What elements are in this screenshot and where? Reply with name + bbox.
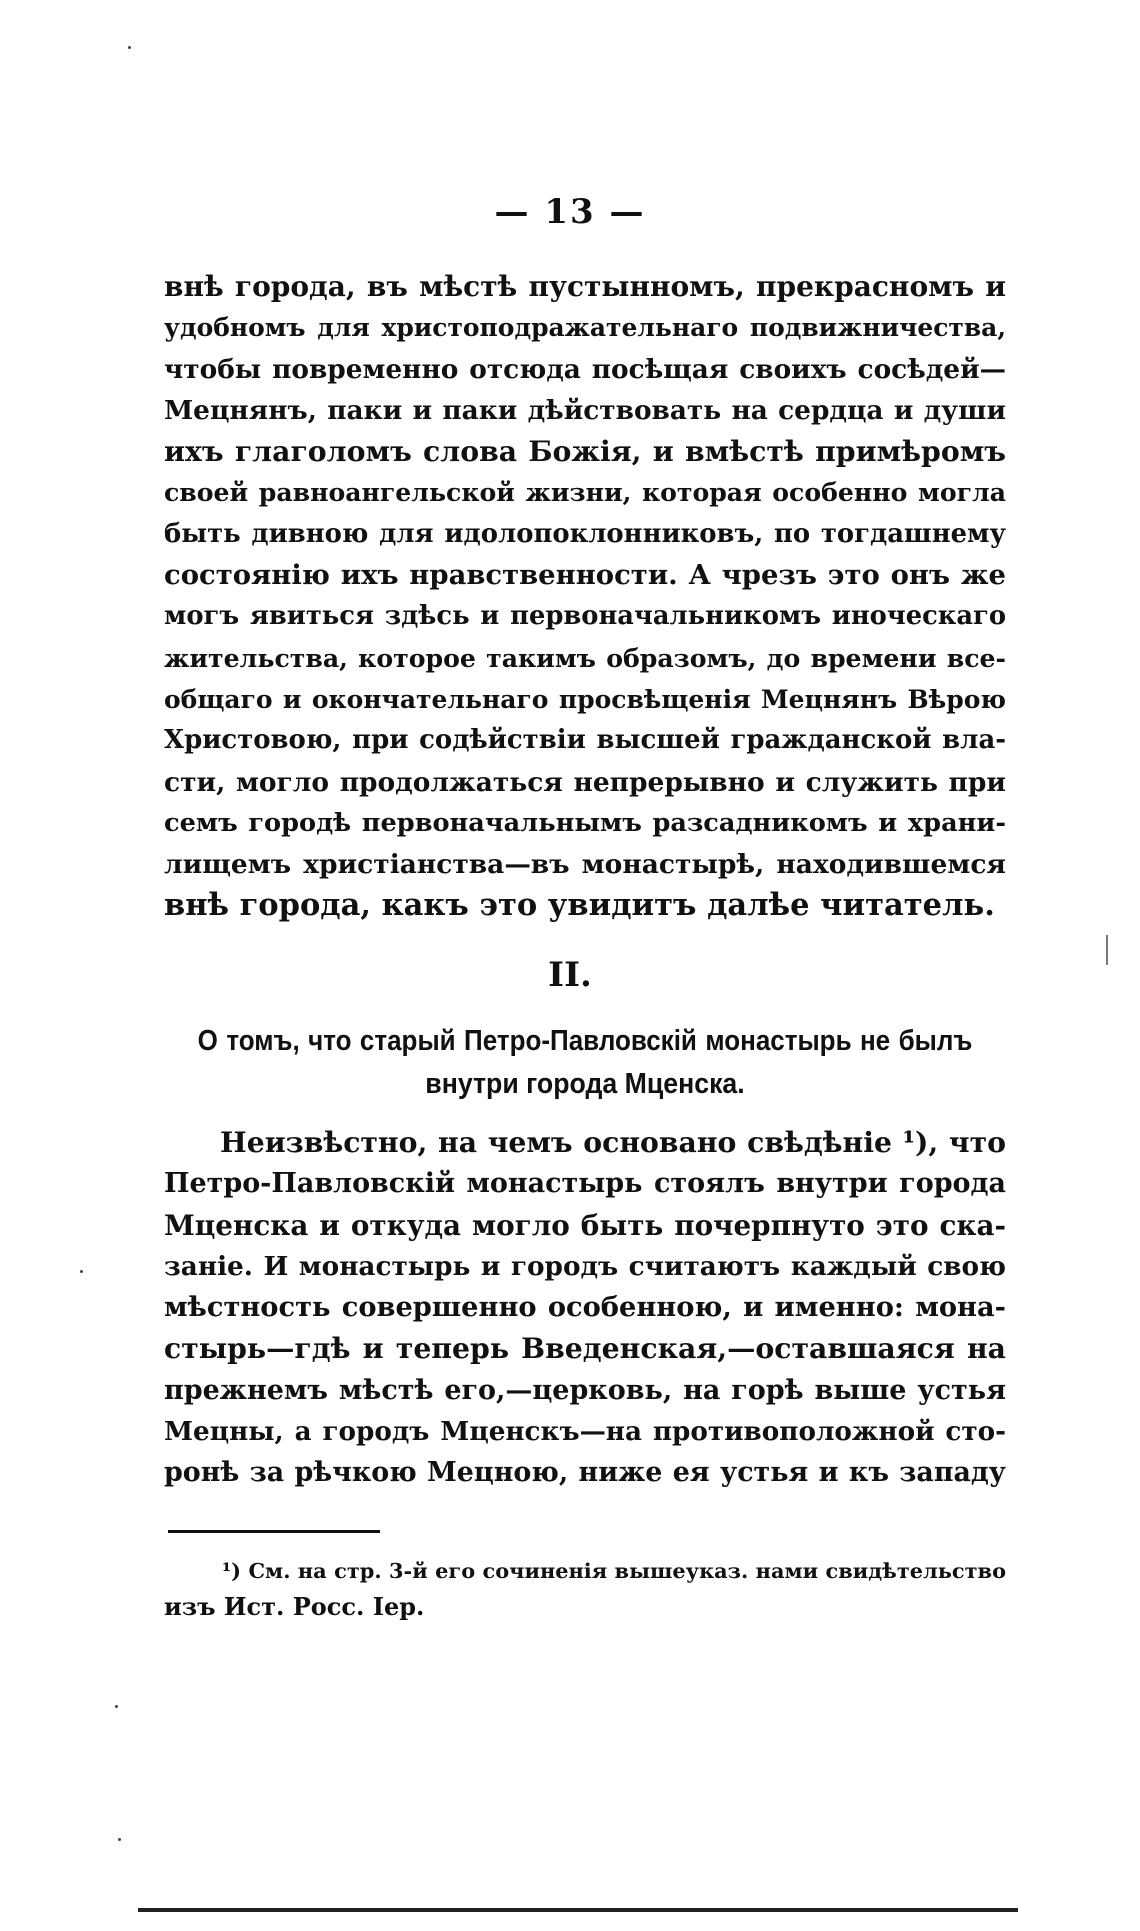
text-line: сти, могло продолжаться непрерывно и служить при [164,766,1006,798]
text-line: общаго и окончательнаго просвѣщенія Мецнянъ Вѣрою [164,684,1006,714]
text-line: ихъ глаголомъ слова Божія, и вмѣстѣ примѣромъ [164,434,1006,469]
text-line: удобномъ для христоподражательнаго подвижничества, [164,313,1006,343]
footnote [164,1553,1006,1625]
margin-mark [1106,935,1108,965]
text-line: Христовою, при содѣйствіи высшей гражданской вла- [164,725,1006,756]
text-line: семъ городѣ первоначальнымъ разсадникомъ и храни- [164,807,1006,838]
text-line: Петро-Павловскій монастырь стоялъ внутри города [164,1168,1006,1200]
text-line: жительства, которое такимъ образомъ, до времени все- [164,642,1006,673]
text-line: лищемъ христіанства—въ монастырѣ, находившемся [164,849,1006,881]
section-number: II. [548,955,592,995]
footnote-line: изъ Ист. Росс. Іер. [164,1592,425,1621]
text-line: Мецны, а городъ Мценскъ—на противоположной сто- [164,1416,1006,1448]
text-line: могъ явиться здѣсь и первоначальникомъ иноческаго [164,601,1006,632]
section-title-line: О томъ, что старый Петро-Павловскій монастырь не былъ [197,1024,973,1056]
paragraph-1 [164,266,1006,927]
scan-speck [128,46,131,49]
text-line: Мценска и откуда могло быть почерпнуто это ска- [164,1208,1006,1242]
scan-speck [115,1705,118,1708]
page-number: — 13 — [494,192,646,232]
scan-speck [80,1270,83,1273]
paragraph-2 [164,1122,1006,1494]
footnote-rule [168,1530,380,1533]
scan-speck [118,1838,121,1841]
section-title-line: внутри города Мценска. [425,1068,745,1100]
text-line: Неизвѣстно, на чемъ основано свѣдѣніе ¹), что [220,1125,1006,1159]
text-line: мѣстность совершенно особенною, и именно: мона- [164,1291,1006,1324]
section-title [198,1018,973,1106]
text-line: внѣ города, какъ это увидитъ далѣе читатель. [164,887,995,924]
text-line: внѣ города, въ мѣстѣ пустынномъ, прекрасномъ и [164,270,1006,303]
text-line: своей равноангельской жизни, которая особенно могла [164,477,1006,508]
text-line: состоянію ихъ нравственности. А чрезъ это онъ же [164,559,1006,592]
bottom-rule [138,1908,1018,1912]
text-line: быть дивною для идолопоклонниковъ, по тогдашнему [164,518,1006,549]
text-line: стырь—гдѣ и теперь Введенская,—оставшаяся на [164,1331,1006,1366]
text-line: чтобы повременно отсюда посѣщая своихъ сосѣдей— [164,353,1006,385]
text-line: ронѣ за рѣчкою Мецною, ниже ея устья и къ западу [164,1457,1006,1489]
text-line: заніе. И монастырь и городъ считаютъ каждый свою [164,1250,1006,1282]
text-line: прежнемъ мѣстѣ его,—церковь, на горѣ выше устья [164,1374,1006,1406]
text-line: Мецнянъ, паки и паки дѣйствовать на сердца и души [164,394,1006,426]
footnote-line: ¹) См. на стр. 3-й его сочиненія вышеуказ. нами свидѣтельство [222,1558,1006,1583]
